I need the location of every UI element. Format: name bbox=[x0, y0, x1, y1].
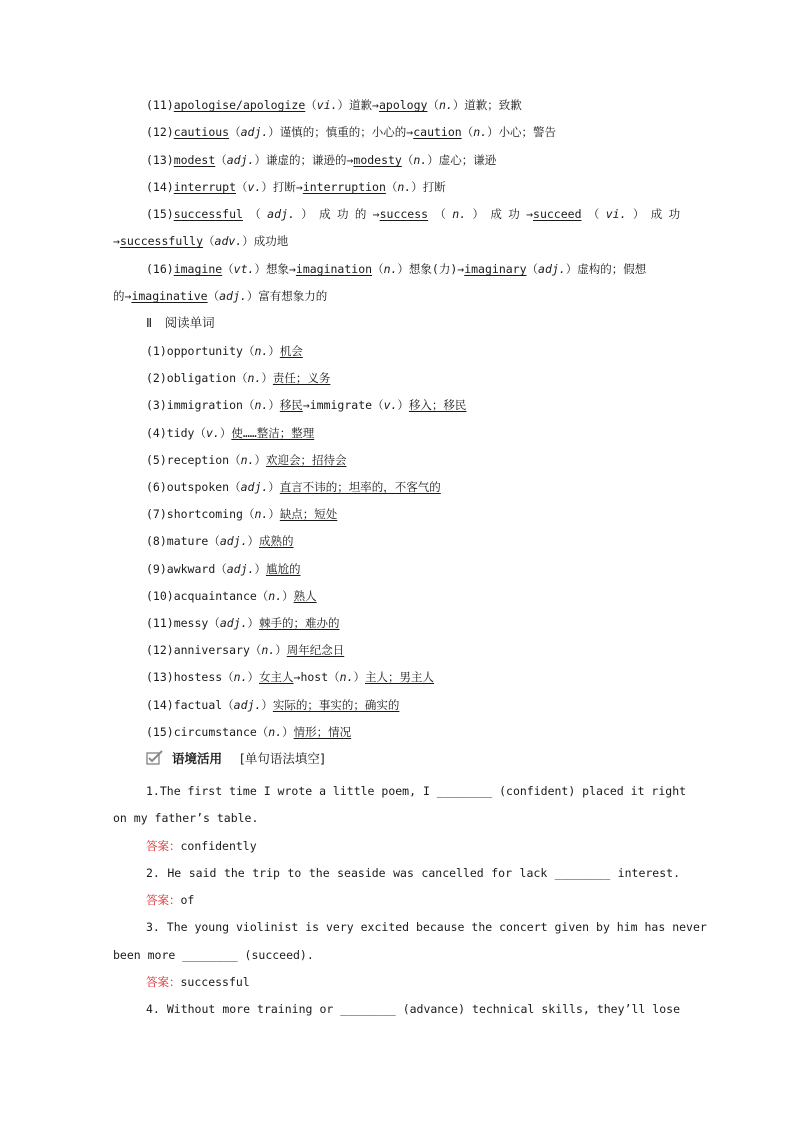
answer-text: confidently bbox=[180, 839, 257, 853]
text-segment: ）谦虚的；谦逊的→ bbox=[254, 153, 354, 167]
part-of-speech: vi. bbox=[316, 98, 338, 112]
vocab-answer: cautious bbox=[173, 125, 230, 139]
word: shortcoming bbox=[166, 507, 243, 521]
meaning-answer: 熟人 bbox=[293, 589, 317, 603]
text-segment: （ bbox=[372, 262, 384, 276]
vocab-item-15-line2 bbox=[113, 232, 288, 250]
paren: ） bbox=[353, 670, 366, 684]
answer-label: 答案： bbox=[146, 839, 181, 853]
question-4-line1: 4. Without more training or ________ (advance) technical skills, they’ll lose bbox=[146, 1002, 680, 1016]
question-3-line2: been more ________ (succeed). bbox=[113, 948, 314, 962]
part-of-speech: adj. bbox=[226, 153, 255, 167]
vocab-item-11 bbox=[146, 96, 522, 114]
text-segment: （ bbox=[385, 180, 398, 194]
reading-word-item bbox=[146, 641, 344, 659]
derived-word: →host bbox=[293, 670, 329, 684]
text-segment: ）道歉；致歉 bbox=[452, 98, 522, 112]
item-number: (11) bbox=[146, 616, 174, 630]
text-segment: 的→ bbox=[113, 289, 132, 303]
vocab-item-13 bbox=[146, 151, 496, 169]
word: mature bbox=[166, 534, 209, 548]
text-segment: ）谨慎的；慎重的；小心的→ bbox=[268, 125, 414, 139]
word: anniversary bbox=[173, 643, 250, 657]
paren: （ bbox=[229, 453, 241, 467]
reading-word-item bbox=[146, 696, 399, 714]
reading-word-item bbox=[146, 587, 317, 605]
part-of-speech: v. bbox=[247, 180, 262, 194]
meaning-answer: 女主人 bbox=[259, 670, 294, 684]
vocab-answer: succeed bbox=[533, 207, 582, 221]
text-segment: 成 bbox=[490, 207, 509, 221]
part-of-speech: vt. bbox=[233, 262, 255, 276]
item-number: (14) bbox=[146, 698, 174, 712]
item-number: (1) bbox=[146, 344, 167, 358]
vocab-item-16-line2 bbox=[113, 287, 327, 305]
paren: （ bbox=[208, 616, 220, 630]
meaning-answer: 周年纪念日 bbox=[286, 643, 345, 657]
paren: ） bbox=[261, 698, 273, 712]
text-segment: （ bbox=[236, 180, 248, 194]
text-segment: ）道歉→ bbox=[337, 98, 379, 112]
vocab-item-14 bbox=[146, 178, 446, 196]
item-number: (13) bbox=[146, 153, 174, 167]
item-number: (9) bbox=[146, 562, 167, 576]
part-of-speech: n. bbox=[261, 643, 276, 657]
paren: ） bbox=[247, 670, 260, 684]
part-of-speech: n. bbox=[247, 371, 262, 385]
text-segment: → bbox=[372, 207, 380, 221]
answer-text: successful bbox=[180, 975, 250, 989]
item-number: (3) bbox=[146, 398, 167, 412]
practice-heading bbox=[146, 750, 325, 771]
paren: （ bbox=[256, 589, 269, 603]
reading-word-item bbox=[146, 424, 314, 442]
part-of-speech: n. bbox=[268, 589, 283, 603]
question-3-line1: 3. The young violinist is very excited because the concert given by him has never bbox=[146, 920, 707, 934]
text-segment: （ bbox=[581, 207, 606, 221]
part-of-speech: n. bbox=[383, 262, 398, 276]
part-of-speech: n. bbox=[452, 207, 467, 221]
paren: （ bbox=[256, 725, 269, 739]
vocab-answer: successfully bbox=[119, 234, 204, 248]
vocab-answer: imagine bbox=[173, 262, 223, 276]
paren: （ bbox=[222, 698, 234, 712]
text-segment: 功 bbox=[336, 207, 355, 221]
text-segment: （ bbox=[242, 207, 268, 221]
part-of-speech: adj. bbox=[240, 125, 269, 139]
vocab-answer: successful bbox=[173, 207, 243, 221]
text-segment: （ bbox=[526, 262, 539, 276]
part-of-speech: v. bbox=[205, 426, 220, 440]
text-segment: 成 bbox=[319, 207, 337, 221]
reading-word-item bbox=[146, 505, 337, 523]
word: tidy bbox=[166, 426, 195, 440]
item-number: (8) bbox=[146, 534, 167, 548]
paren: ） bbox=[247, 534, 260, 548]
part-of-speech: n. bbox=[413, 153, 428, 167]
item-number: (15) bbox=[146, 725, 174, 739]
part-of-speech: adj. bbox=[267, 207, 295, 221]
paren: （ bbox=[242, 507, 255, 521]
meaning-answer: 移民 bbox=[279, 398, 303, 412]
paren: ） bbox=[268, 344, 280, 358]
paren: ） bbox=[397, 398, 409, 412]
paren: （ bbox=[249, 643, 262, 657]
word: outspoken bbox=[166, 480, 230, 494]
meaning-answer: 成熟的 bbox=[259, 534, 294, 548]
text-segment: → bbox=[526, 207, 534, 221]
paren: ） bbox=[268, 398, 280, 412]
vocab-answer: apology bbox=[378, 98, 428, 112]
paren: ） bbox=[219, 426, 232, 440]
paren: （ bbox=[236, 371, 248, 385]
part-of-speech: adj. bbox=[538, 262, 566, 276]
word: opportunity bbox=[166, 344, 243, 358]
paren: ） bbox=[282, 725, 294, 739]
part-of-speech: adv. bbox=[214, 234, 243, 248]
part-of-speech: n. bbox=[397, 180, 412, 194]
item-number: (2) bbox=[146, 371, 167, 385]
answer-1 bbox=[146, 837, 257, 855]
part-of-speech: adj. bbox=[219, 616, 248, 630]
word: obligation bbox=[166, 371, 237, 385]
word: awkward bbox=[166, 562, 216, 576]
item-number: (10) bbox=[146, 589, 174, 603]
paren: ） bbox=[268, 507, 280, 521]
item-number: (4) bbox=[146, 426, 167, 440]
meaning-answer: 情形；情况 bbox=[293, 725, 352, 739]
section-2-title: Ⅱ 阅读单词 bbox=[146, 315, 215, 330]
item-number: (12) bbox=[146, 643, 174, 657]
meaning-answer: 欢迎会；招待会 bbox=[265, 453, 347, 467]
word: acquaintance bbox=[173, 589, 257, 603]
meaning-answer: 棘手的；难办的 bbox=[259, 616, 340, 630]
word: circumstance bbox=[173, 725, 257, 739]
word: hostess bbox=[173, 670, 223, 684]
text-segment: ）打断 bbox=[411, 180, 446, 194]
reading-word-item bbox=[146, 560, 300, 578]
answer-label: 答案： bbox=[146, 975, 181, 989]
item-number: (6) bbox=[146, 480, 167, 494]
part-of-speech: n. bbox=[254, 507, 269, 521]
part-of-speech: n. bbox=[438, 98, 453, 112]
question-1-line2: on my father’s table. bbox=[113, 811, 259, 825]
paren: ） bbox=[261, 371, 273, 385]
text-segment: ）想象(力)→ bbox=[397, 262, 465, 276]
meaning-answer: 直言不讳的；坦率的，不客气的 bbox=[279, 480, 441, 494]
part-of-speech: adj. bbox=[219, 534, 248, 548]
text-segment: （ bbox=[215, 153, 227, 167]
text-segment: ）想象→ bbox=[254, 262, 296, 276]
item-number: (13) bbox=[146, 670, 174, 684]
text-segment: (15) bbox=[146, 207, 174, 221]
vocab-answer: interruption bbox=[302, 180, 386, 194]
meaning-answer: 实际的；事实的；确实的 bbox=[272, 698, 400, 712]
part-of-speech: adj. bbox=[240, 480, 269, 494]
paren: （ bbox=[328, 670, 340, 684]
answer-3 bbox=[146, 973, 250, 991]
text-segment: ） bbox=[294, 207, 320, 221]
text-segment: 成 bbox=[650, 207, 669, 221]
item-number: (5) bbox=[146, 453, 167, 467]
text-segment: ） bbox=[626, 207, 651, 221]
answer-label: 答案： bbox=[146, 893, 181, 907]
vocab-answer: apologise/apologize bbox=[173, 98, 306, 112]
text-segment: （ bbox=[401, 153, 414, 167]
practice-title: 语境活用 bbox=[171, 751, 222, 766]
text-segment: （ bbox=[305, 98, 317, 112]
reading-word-item bbox=[146, 451, 346, 469]
text-segment: ） bbox=[466, 207, 491, 221]
word: messy bbox=[173, 616, 209, 630]
vocab-item-15-line1 bbox=[146, 205, 680, 223]
paren: （ bbox=[242, 398, 255, 412]
text-segment: （ bbox=[229, 125, 241, 139]
word: immigration bbox=[166, 398, 243, 412]
paren: ） bbox=[275, 643, 287, 657]
reading-word-item bbox=[146, 614, 340, 632]
part-of-speech: adj. bbox=[233, 698, 262, 712]
word: factual bbox=[173, 698, 223, 712]
paren: （ bbox=[222, 670, 234, 684]
reading-word-item bbox=[146, 532, 294, 550]
practice-subtitle: [单句语法填空] bbox=[239, 751, 325, 766]
part-of-speech: adj. bbox=[226, 562, 255, 576]
paren: （ bbox=[208, 534, 220, 548]
vocab-answer: caution bbox=[413, 125, 462, 139]
question-1-line1: 1.The first time I wrote a little poem, I ________ (confident) placed it right bbox=[146, 784, 687, 798]
vocab-item-16-line1 bbox=[146, 260, 646, 278]
reading-word-item bbox=[146, 478, 441, 496]
part-of-speech: vi. bbox=[605, 207, 627, 221]
reading-word-item bbox=[146, 668, 434, 686]
text-segment: 功 bbox=[508, 207, 527, 221]
edit-check-icon bbox=[146, 750, 164, 771]
meaning-answer: 使……整洁；整理 bbox=[231, 426, 315, 440]
vocab-answer: modesty bbox=[353, 153, 402, 167]
paren: ） bbox=[254, 562, 266, 576]
text-segment: （ bbox=[207, 289, 220, 303]
part-of-speech: n. bbox=[254, 398, 269, 412]
item-number: (11) bbox=[146, 98, 174, 112]
vocab-answer: imaginary bbox=[464, 262, 527, 276]
text-segment: ）打断→ bbox=[261, 180, 303, 194]
part-of-speech: n. bbox=[268, 725, 283, 739]
meaning-answer: 责任；义务 bbox=[272, 371, 331, 385]
part-of-speech: n. bbox=[473, 125, 488, 139]
derived-word: →immigrate bbox=[302, 398, 373, 412]
reading-word-item bbox=[146, 369, 330, 387]
meaning-answer: 机会 bbox=[279, 344, 303, 358]
text-segment: ）虚心；谦逊 bbox=[427, 153, 497, 167]
text-segment: (16) bbox=[146, 262, 174, 276]
item-number: (7) bbox=[146, 507, 167, 521]
paren: （ bbox=[372, 398, 384, 412]
answer-text: of bbox=[180, 893, 195, 907]
paren: （ bbox=[242, 344, 255, 358]
part-of-speech: n. bbox=[233, 670, 248, 684]
paren: ） bbox=[268, 480, 280, 494]
item-number: (14) bbox=[146, 180, 174, 194]
text-segment: ）虚构的；假想 bbox=[565, 262, 647, 276]
vocab-answer: imagination bbox=[295, 262, 373, 276]
text-segment: 的 bbox=[354, 207, 373, 221]
reading-word-item bbox=[146, 342, 303, 360]
text-segment: ）富有想象力的 bbox=[246, 289, 328, 303]
reading-word-item bbox=[146, 723, 351, 741]
text-segment: （ bbox=[203, 234, 215, 248]
part-of-speech: adj. bbox=[219, 289, 247, 303]
meaning-answer: 尴尬的 bbox=[265, 562, 301, 576]
item-number: (12) bbox=[146, 125, 174, 139]
reading-word-item bbox=[146, 396, 466, 414]
answer-2 bbox=[146, 891, 194, 909]
part-of-speech: n. bbox=[240, 453, 255, 467]
vocab-item-12 bbox=[146, 123, 556, 141]
text-segment: ）成功地 bbox=[242, 234, 289, 248]
text-segment: （ bbox=[461, 125, 474, 139]
text-segment: （ bbox=[427, 98, 439, 112]
text-segment: ）小心；警告 bbox=[487, 125, 557, 139]
paren: （ bbox=[229, 480, 241, 494]
paren: （ bbox=[194, 426, 206, 440]
paren: ） bbox=[282, 589, 294, 603]
paren: （ bbox=[215, 562, 227, 576]
vocab-answer: interrupt bbox=[173, 180, 237, 194]
text-segment: → bbox=[113, 234, 120, 248]
vocab-answer: modest bbox=[173, 153, 216, 167]
paren: ） bbox=[254, 453, 266, 467]
part-of-speech: v. bbox=[383, 398, 398, 412]
vocab-answer: success bbox=[379, 207, 429, 221]
part-of-speech: n. bbox=[254, 344, 269, 358]
part-of-speech: n. bbox=[339, 670, 354, 684]
question-2-line1: 2. He said the trip to the seaside was cancelled for lack ________ interest. bbox=[146, 866, 680, 880]
text-segment: 功 bbox=[668, 207, 681, 221]
text-segment: （ bbox=[222, 262, 234, 276]
vocab-answer: imaginative bbox=[131, 289, 208, 303]
meaning-answer: 移入；移民 bbox=[408, 398, 467, 412]
word: reception bbox=[166, 453, 230, 467]
meaning-answer: 主人；男主人 bbox=[365, 670, 435, 684]
paren: ） bbox=[247, 616, 260, 630]
text-segment: （ bbox=[428, 207, 453, 221]
meaning-answer: 缺点；短处 bbox=[279, 507, 338, 521]
